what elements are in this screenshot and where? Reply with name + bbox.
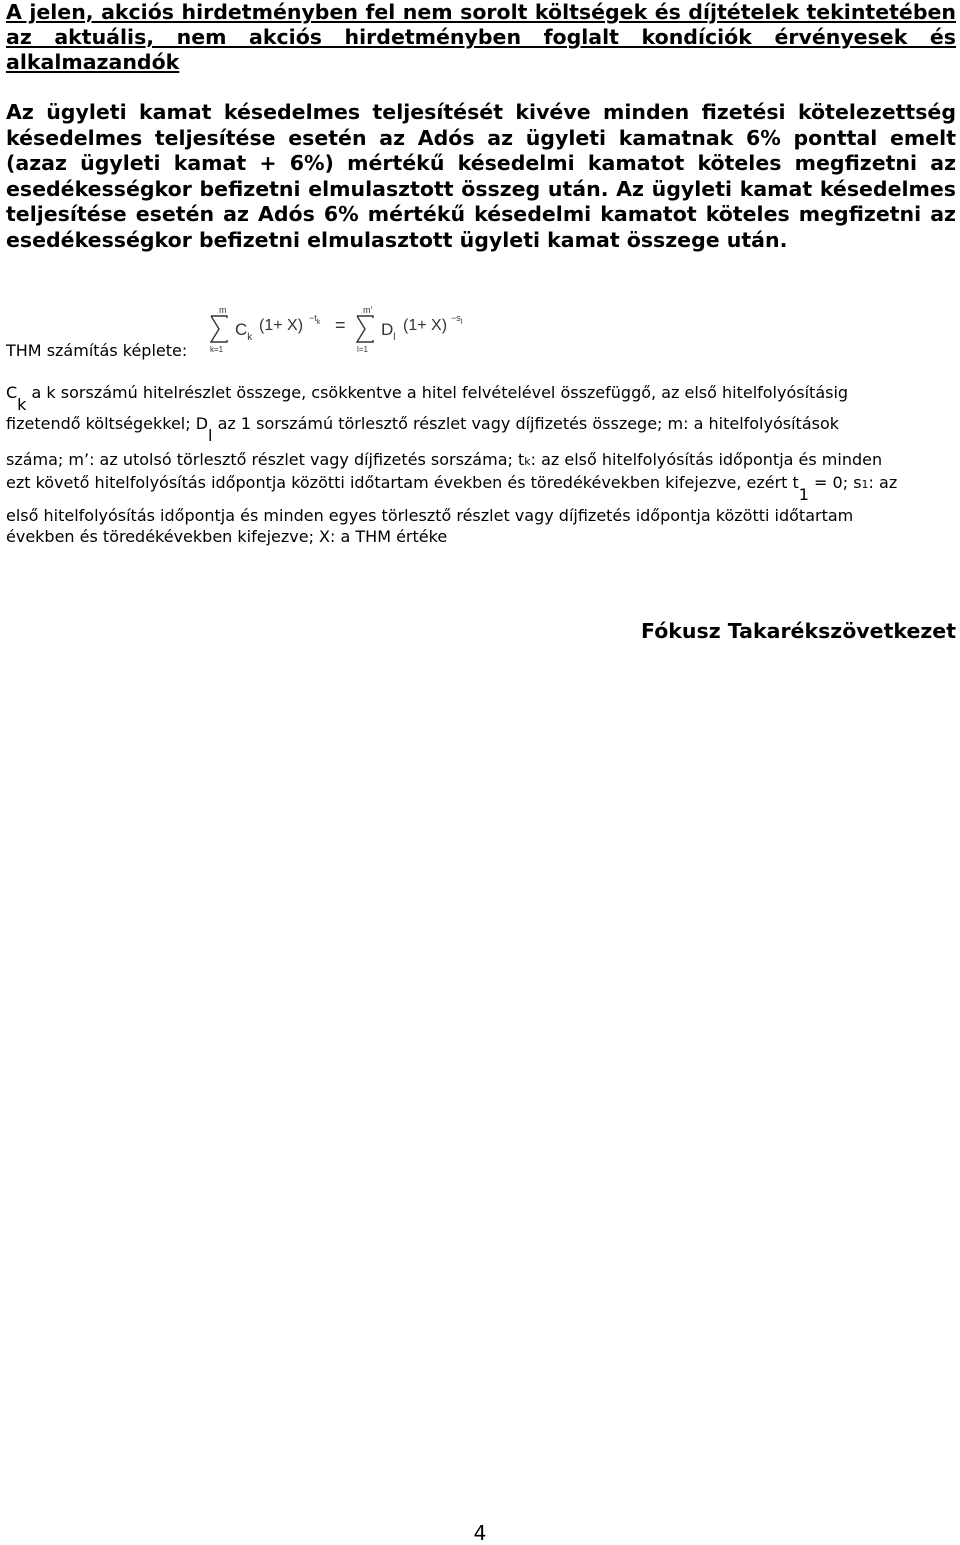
page-number: 4 [473, 1521, 487, 1545]
definition-line: száma; m’: az utolsó törlesztő részlet vagy díjfizetés sorszáma; tk: az első hitelfolyósítás időpontja és minden [6, 450, 883, 469]
right-sigma-symbol [357, 316, 373, 342]
right-sum-upper: m’ [363, 305, 373, 315]
formula-definitions [6, 380, 956, 549]
left-sum-lower: k=1 [210, 345, 224, 354]
notice-heading: A jelen, akciós hirdetményben fel nem sorolt költségek és díjtételek tekintetében az aktuális, nem akciós hirdetményben foglalt kondíciók érvényesek és alkalmazandók [6, 0, 956, 74]
right-exponent: $-s_l$ [451, 313, 463, 326]
definition-line: fizetendő költségekkel; Dl az 1 sorszámú törlesztő részlet vagy díjfizetés összege; m: a hitelfolyósítások [6, 414, 840, 445]
thm-formula [205, 302, 475, 354]
left-sum-upper: m [219, 305, 227, 315]
left-exponent: $-t_k$ [309, 313, 321, 326]
definition-line: első hitelfolyósítás időpontja és minden egyes törlesztő részlet vagy díjfizetés időpontja közötti időtartam [6, 506, 854, 525]
right-sum-lower: l=1 [357, 345, 368, 354]
definition-line: években és töredékévekben kifejezve; X: a THM értéke [6, 527, 448, 546]
equals-sign: = [335, 315, 346, 335]
thm-formula-label: THM számítás képlete: [6, 341, 188, 360]
left-sigma-symbol [211, 316, 227, 342]
left-paren: (1+ X) [259, 317, 304, 334]
definition-line: ezt követő hitelfolyósítás időpontja közötti időtartam években és töredékévekben kifejezve, ezért t1 = 0; s1: az [6, 473, 898, 504]
signature: Fókusz Takarékszövetkezet [641, 619, 956, 643]
left-term: $C_k$ [235, 320, 253, 343]
late-interest-paragraph: Az ügyleti kamat késedelmes teljesítését kivéve minden fizetési kötelezettség késedelmes teljesítése esetén az Adós az ügyleti kamatnak 6% ponttal emelt (azaz ügyleti kamat + 6%) mértékű késedelmi kamatot köteles megfizetni az esedékességkor befizetni elmulasztott összeg után. Az ügyleti kamat késedelmes teljesítése esetén az Adós 6% mértékű késedelmi kamatot köteles megfizetni az esedékességkor befizetni elmulasztott ügyleti kamat összege után. [6, 100, 956, 252]
right-term: $D_l$ [381, 320, 396, 343]
definition-line: Ck a k sorszámú hitelrészlet összege, csökkentve a hitel felvételével összefüggő, az első hitelfolyósításig [6, 383, 849, 414]
right-paren: (1+ X) [403, 317, 448, 334]
